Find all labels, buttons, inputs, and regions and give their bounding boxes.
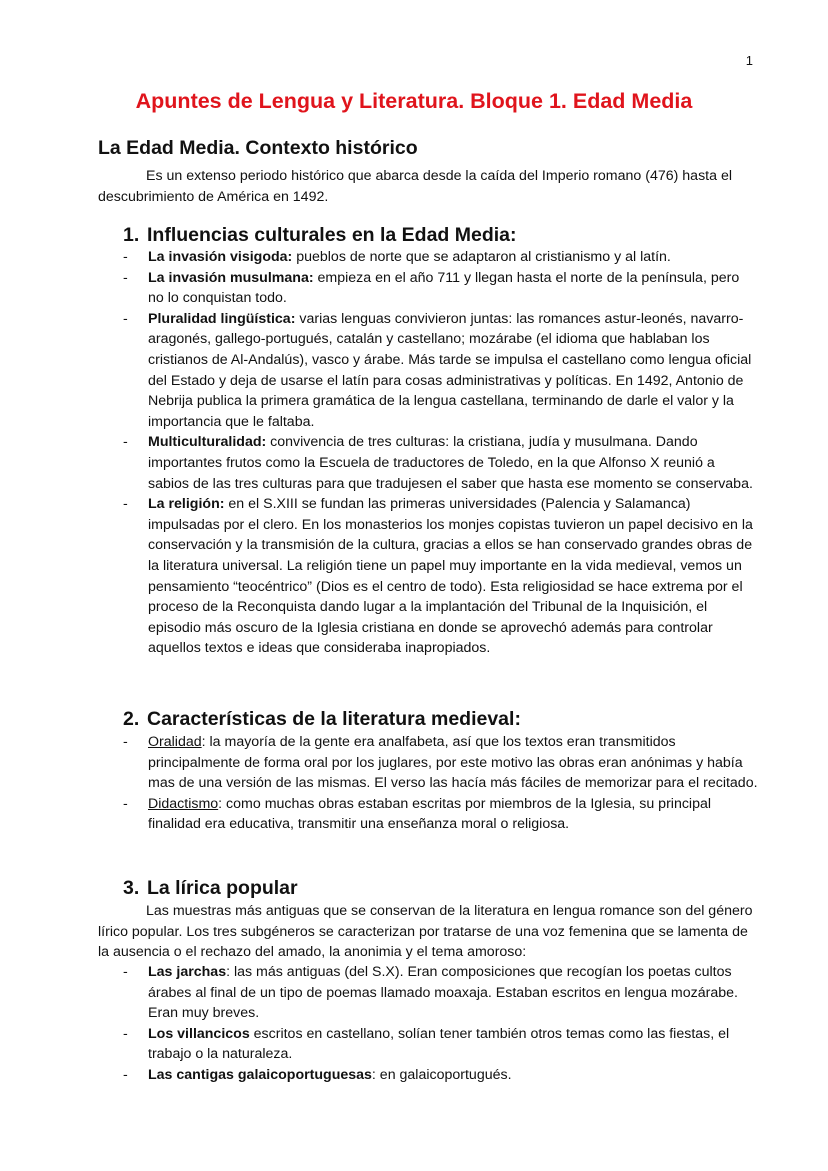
- list-item-text: escritos en castellano, solían tener también otros temas como las fiestas, el trabajo o la naturaleza.: [148, 1025, 730, 1063]
- section-1-list: [123, 247, 758, 659]
- section-3-title: La lírica popular: [147, 877, 298, 899]
- list-item-text: varias lenguas convivieron juntas: las romances astur-leonés, navarro-aragonés, gallego-portugués, catalán y castellano; mozárabe (el idioma que hablaban los cristianos de Al-Andalús), vasco y árabe. Más tarde se impulsa el castellano como lengua oficial del Estado y deja de usarse el latín para cosas administrativas y políticas. En 1492, Antonio de Nebrija publica la primera gramática de la lengua castellana, terminando de darle el valor y la importancia que le faltaba.: [148, 310, 752, 430]
- list-item-text: : las más antiguas (del S.X). Eran composiciones que recogían los poetas cultos árabes al final de un tipo de poemas llamado moaxaja. Estaban escritos en lengua mozárabe. Eran muy breves.: [148, 964, 738, 1022]
- list-item: [123, 794, 758, 835]
- list-item: [123, 1024, 758, 1065]
- list-item: [123, 1065, 758, 1086]
- context-paragraph: Es un extenso periodo histórico que abarca desde la caída del Imperio romano (476) hasta el descubrimiento de América en 1492.: [98, 168, 732, 205]
- list-item-term: Oralidad: [148, 734, 202, 750]
- list-item-term: La invasión musulmana:: [148, 269, 314, 286]
- list-item: [123, 432, 758, 494]
- bullet-dash: -: [123, 269, 128, 286]
- bullet-dash: -: [123, 310, 128, 327]
- bullet-dash: -: [123, 496, 128, 513]
- list-item-text: empieza en el año 711 y llegan hasta el norte de la península, pero no lo conquistan todo.: [148, 269, 740, 307]
- bullet-dash: -: [123, 734, 128, 750]
- list-item: [123, 268, 758, 309]
- list-item-term: Las jarchas: [148, 964, 227, 980]
- list-item-term: La religión:: [148, 496, 225, 513]
- list-item: [123, 732, 758, 794]
- section-3-heading: [123, 876, 298, 900]
- bullet-dash: -: [123, 249, 128, 265]
- list-item-text: : la mayoría de la gente era analfabeta, así que los textos eran transmitidos principalmente de forma oral por los juglares, por este motivo las obras eran anónimas y había mas de una versión de las mismas. El verso las hacía más fáciles de memorizar para el recitado.: [148, 734, 758, 792]
- document-title: Apuntes de Lengua y Literatura. Bloque 1. Edad Media: [135, 89, 693, 113]
- section-1-number: 1.: [123, 224, 140, 246]
- section-2-title: Características de la literatura medieval:: [147, 708, 521, 730]
- list-item: [123, 494, 758, 659]
- section-1-heading: [123, 223, 517, 247]
- bullet-dash: -: [123, 964, 128, 980]
- list-item-term: Pluralidad lingüística:: [148, 310, 296, 327]
- page-number: 1: [745, 53, 753, 68]
- bullet-dash: -: [123, 434, 128, 451]
- section-3-intro: Las muestras más antiguas que se conservan de la literatura en lengua romance son del género lírico popular. Los tres subgéneros se caracterizan por tratarse de una voz femenina que se lamenta de la ausencia o el rechazo del amado, la anonimia y el tema amoroso:: [98, 903, 753, 961]
- section-2-list: [123, 732, 758, 835]
- section-2-heading: [123, 707, 521, 731]
- list-item-text: : en galaicoportugués.: [371, 1066, 512, 1083]
- list-item-term: Multiculturalidad:: [148, 434, 267, 451]
- bullet-dash: -: [123, 1066, 128, 1083]
- section-3-number: 3.: [123, 877, 140, 899]
- list-item-term: Las cantigas galaicoportuguesas: [148, 1066, 372, 1083]
- list-item: [123, 309, 758, 433]
- list-item: [123, 962, 758, 1024]
- section-3-list: [123, 962, 758, 1086]
- section-2-number: 2.: [123, 708, 140, 730]
- section-1-title: Influencias culturales en la Edad Media:: [147, 224, 517, 246]
- list-item-text: pueblos de norte que se adaptaron al cristianismo y al latín.: [292, 249, 671, 265]
- list-item-term: Didactismo: [148, 795, 219, 812]
- context-heading: La Edad Media. Contexto histórico: [98, 137, 418, 159]
- list-item-text: convivencia de tres culturas: la cristiana, judía y musulmana. Dando importantes frutos como la Escuela de traductores de Toledo, en la que Alfonso X reunió a sabios de las tres culturas para que tradujesen el saber que hasta ese momento se conservaba.: [148, 434, 753, 492]
- bullet-dash: -: [123, 1025, 128, 1042]
- list-item-term: La invasión visigoda:: [148, 249, 293, 265]
- list-item-term: Los villancicos: [148, 1025, 250, 1042]
- list-item-text: en el S.XIII se fundan las primeras universidades (Palencia y Salamanca) impulsadas por el clero. En los monasterios los monjes copistas tuvieron un papel decisivo en la conservación y la transmisión de la cultura, gracias a ellos se han conservado grandes obras de la literatura universal. La religión tiene un papel muy importante en la vida medieval, vemos un pensamiento “teocéntrico” (Dios es el centro de todo). Esta religiosidad se hace extrema por el proceso de la Reconquista dando lugar a la implantación del Tribunal de la Inquisición, el episodio más oscuro de la Iglesia cristiana en donde se aprovechó además para controlar aquellos textos e ideas que consideraba inapropiados.: [148, 496, 753, 657]
- bullet-dash: -: [123, 795, 128, 812]
- list-item-text: : como muchas obras estaban escritas por miembros de la Iglesia, su principal finalidad era educativa, transmitir una enseñanza moral o religiosa.: [148, 795, 712, 833]
- list-item: [123, 247, 758, 268]
